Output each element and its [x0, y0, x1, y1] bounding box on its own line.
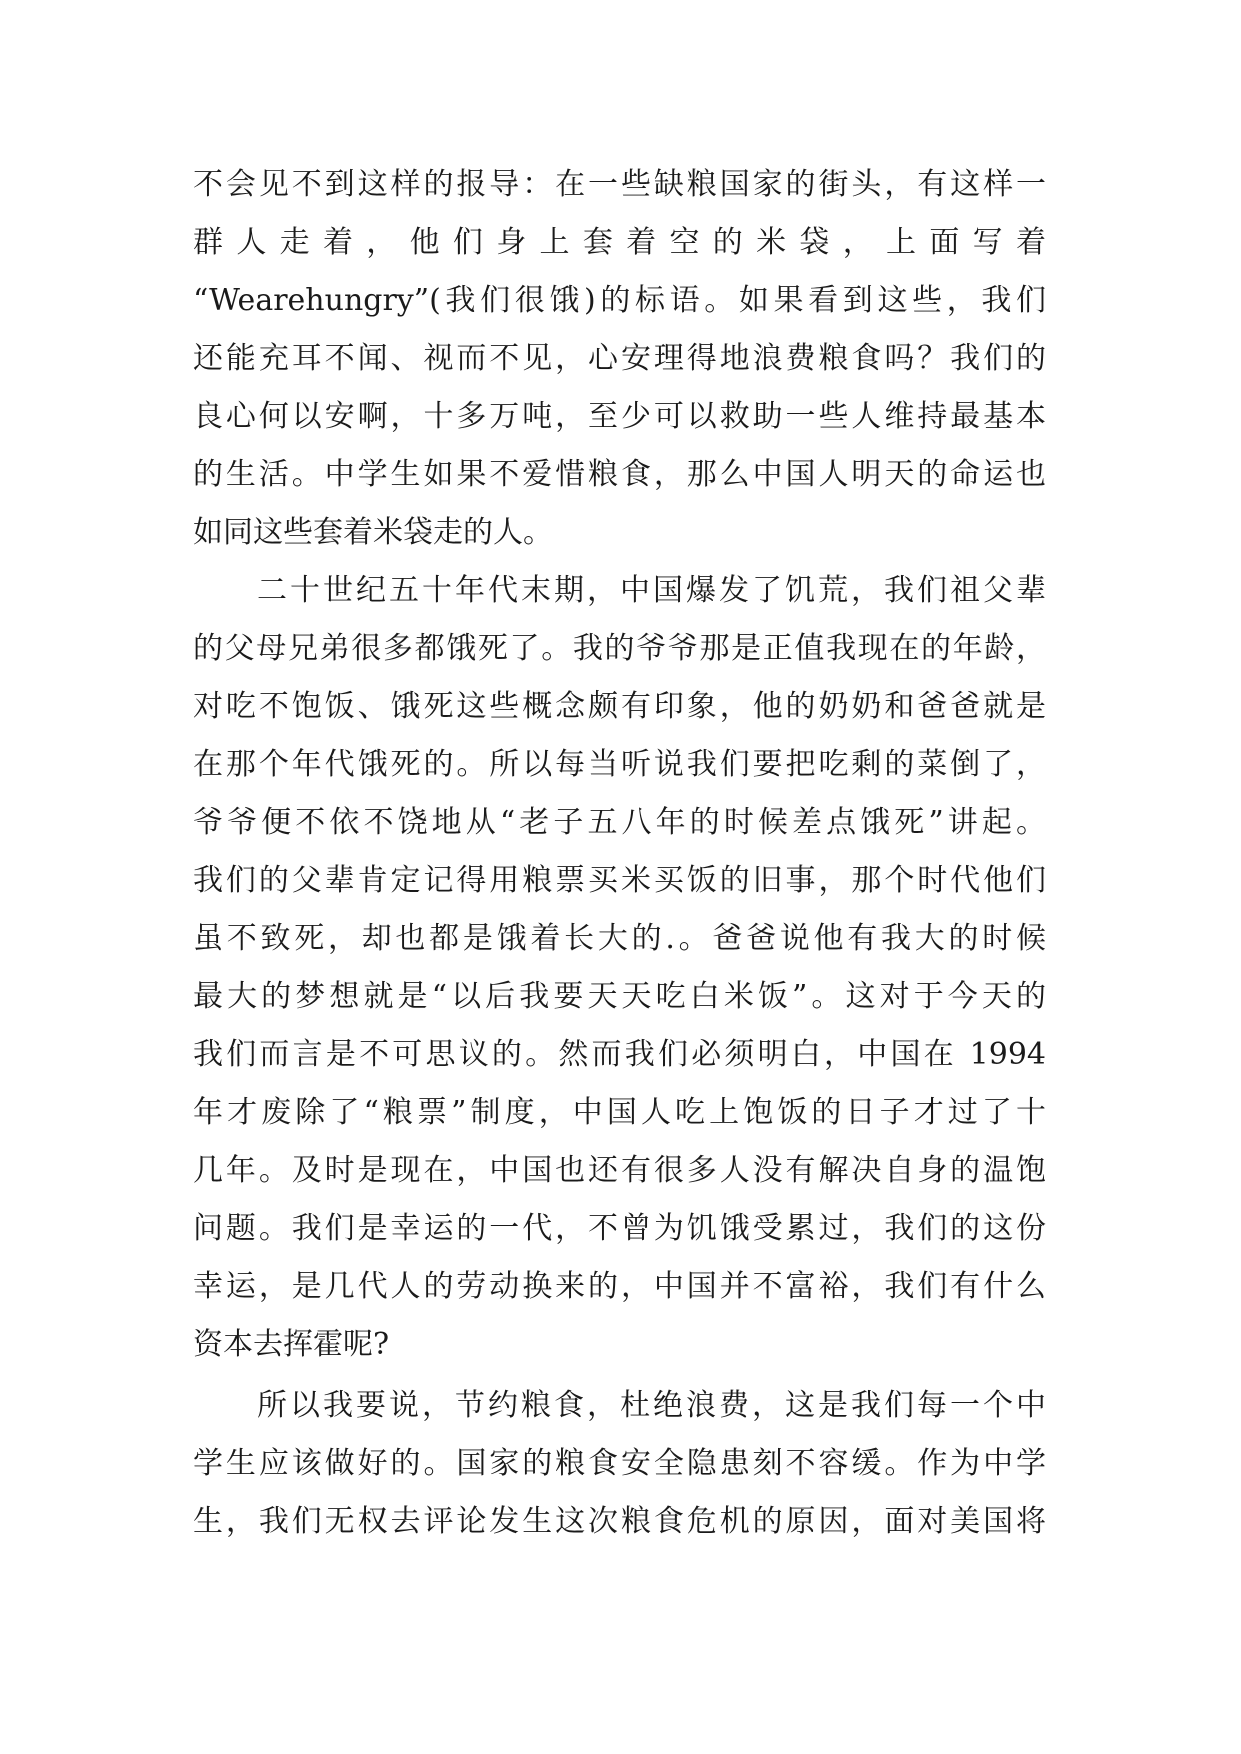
text-line: 爷爷便不依不饶地从“老子五八年的时候差点饿死”讲起。 [193, 805, 1046, 840]
text-line: 几年。及时是现在，中国也还有很多人没有解决自身的温饱 [193, 1153, 1046, 1188]
paragraph-first-line: 所以我要说，节约粮食，杜绝浪费，这是我们每一个中 [257, 1388, 1046, 1423]
text-line: 最大的梦想就是“以后我要天天吃白米饭”。这对于今天的 [193, 979, 1046, 1014]
text-line: 我们的父辈肯定记得用粮票买米买饭的旧事，那个时代他们 [193, 863, 1046, 898]
paragraph-first-line: 二十世纪五十年代末期，中国爆发了饥荒，我们祖父辈 [257, 573, 1046, 608]
text-line: 对吃不饱饭、饿死这些概念颇有印象，他的奶奶和爸爸就是 [193, 689, 1046, 724]
text-line: 资本去挥霍呢? [193, 1327, 390, 1362]
text-line: 还能充耳不闻、视而不见，心安理得地浪费粮食吗？我们的 [193, 341, 1046, 376]
text-line: 群人走着，他们身上套着空的米袋，上面写着 [193, 225, 1046, 260]
text-line: 不会见不到这样的报导：在一些缺粮国家的街头，有这样一 [193, 167, 1046, 202]
text-line: 学生应该做好的。国家的粮食安全隐患刻不容缓。作为中学 [193, 1446, 1046, 1481]
text-line: “Wearehungry”(我们很饿)的标语。如果看到这些，我们 [193, 283, 1046, 318]
text-line: 良心何以安啊，十多万吨，至少可以救助一些人维持最基本 [193, 399, 1046, 434]
text-line: 虽不致死，却也都是饿着长大的.。爸爸说他有我大的时候 [193, 921, 1046, 956]
text-line: 在那个年代饿死的。所以每当听说我们要把吃剩的菜倒了， [193, 747, 1046, 782]
text-line: 问题。我们是幸运的一代，不曾为饥饿受累过，我们的这份 [193, 1211, 1046, 1246]
text-line: 的父母兄弟很多都饿死了。我的爷爷那是正值我现在的年龄， [193, 631, 1046, 666]
text-line: 我们而言是不可思议的。然而我们必须明白，中国在 1994 [193, 1037, 1046, 1072]
text-line: 生，我们无权去评论发生这次粮食危机的原因，面对美国将 [193, 1504, 1046, 1539]
text-line: 幸运，是几代人的劳动换来的，中国并不富裕，我们有什么 [193, 1269, 1046, 1304]
text-line: 的生活。中学生如果不爱惜粮食，那么中国人明天的命运也 [193, 457, 1046, 492]
text-line: 年才废除了“粮票”制度，中国人吃上饱饭的日子才过了十 [193, 1095, 1046, 1130]
text-line: 如同这些套着米袋走的人。 [193, 515, 553, 550]
